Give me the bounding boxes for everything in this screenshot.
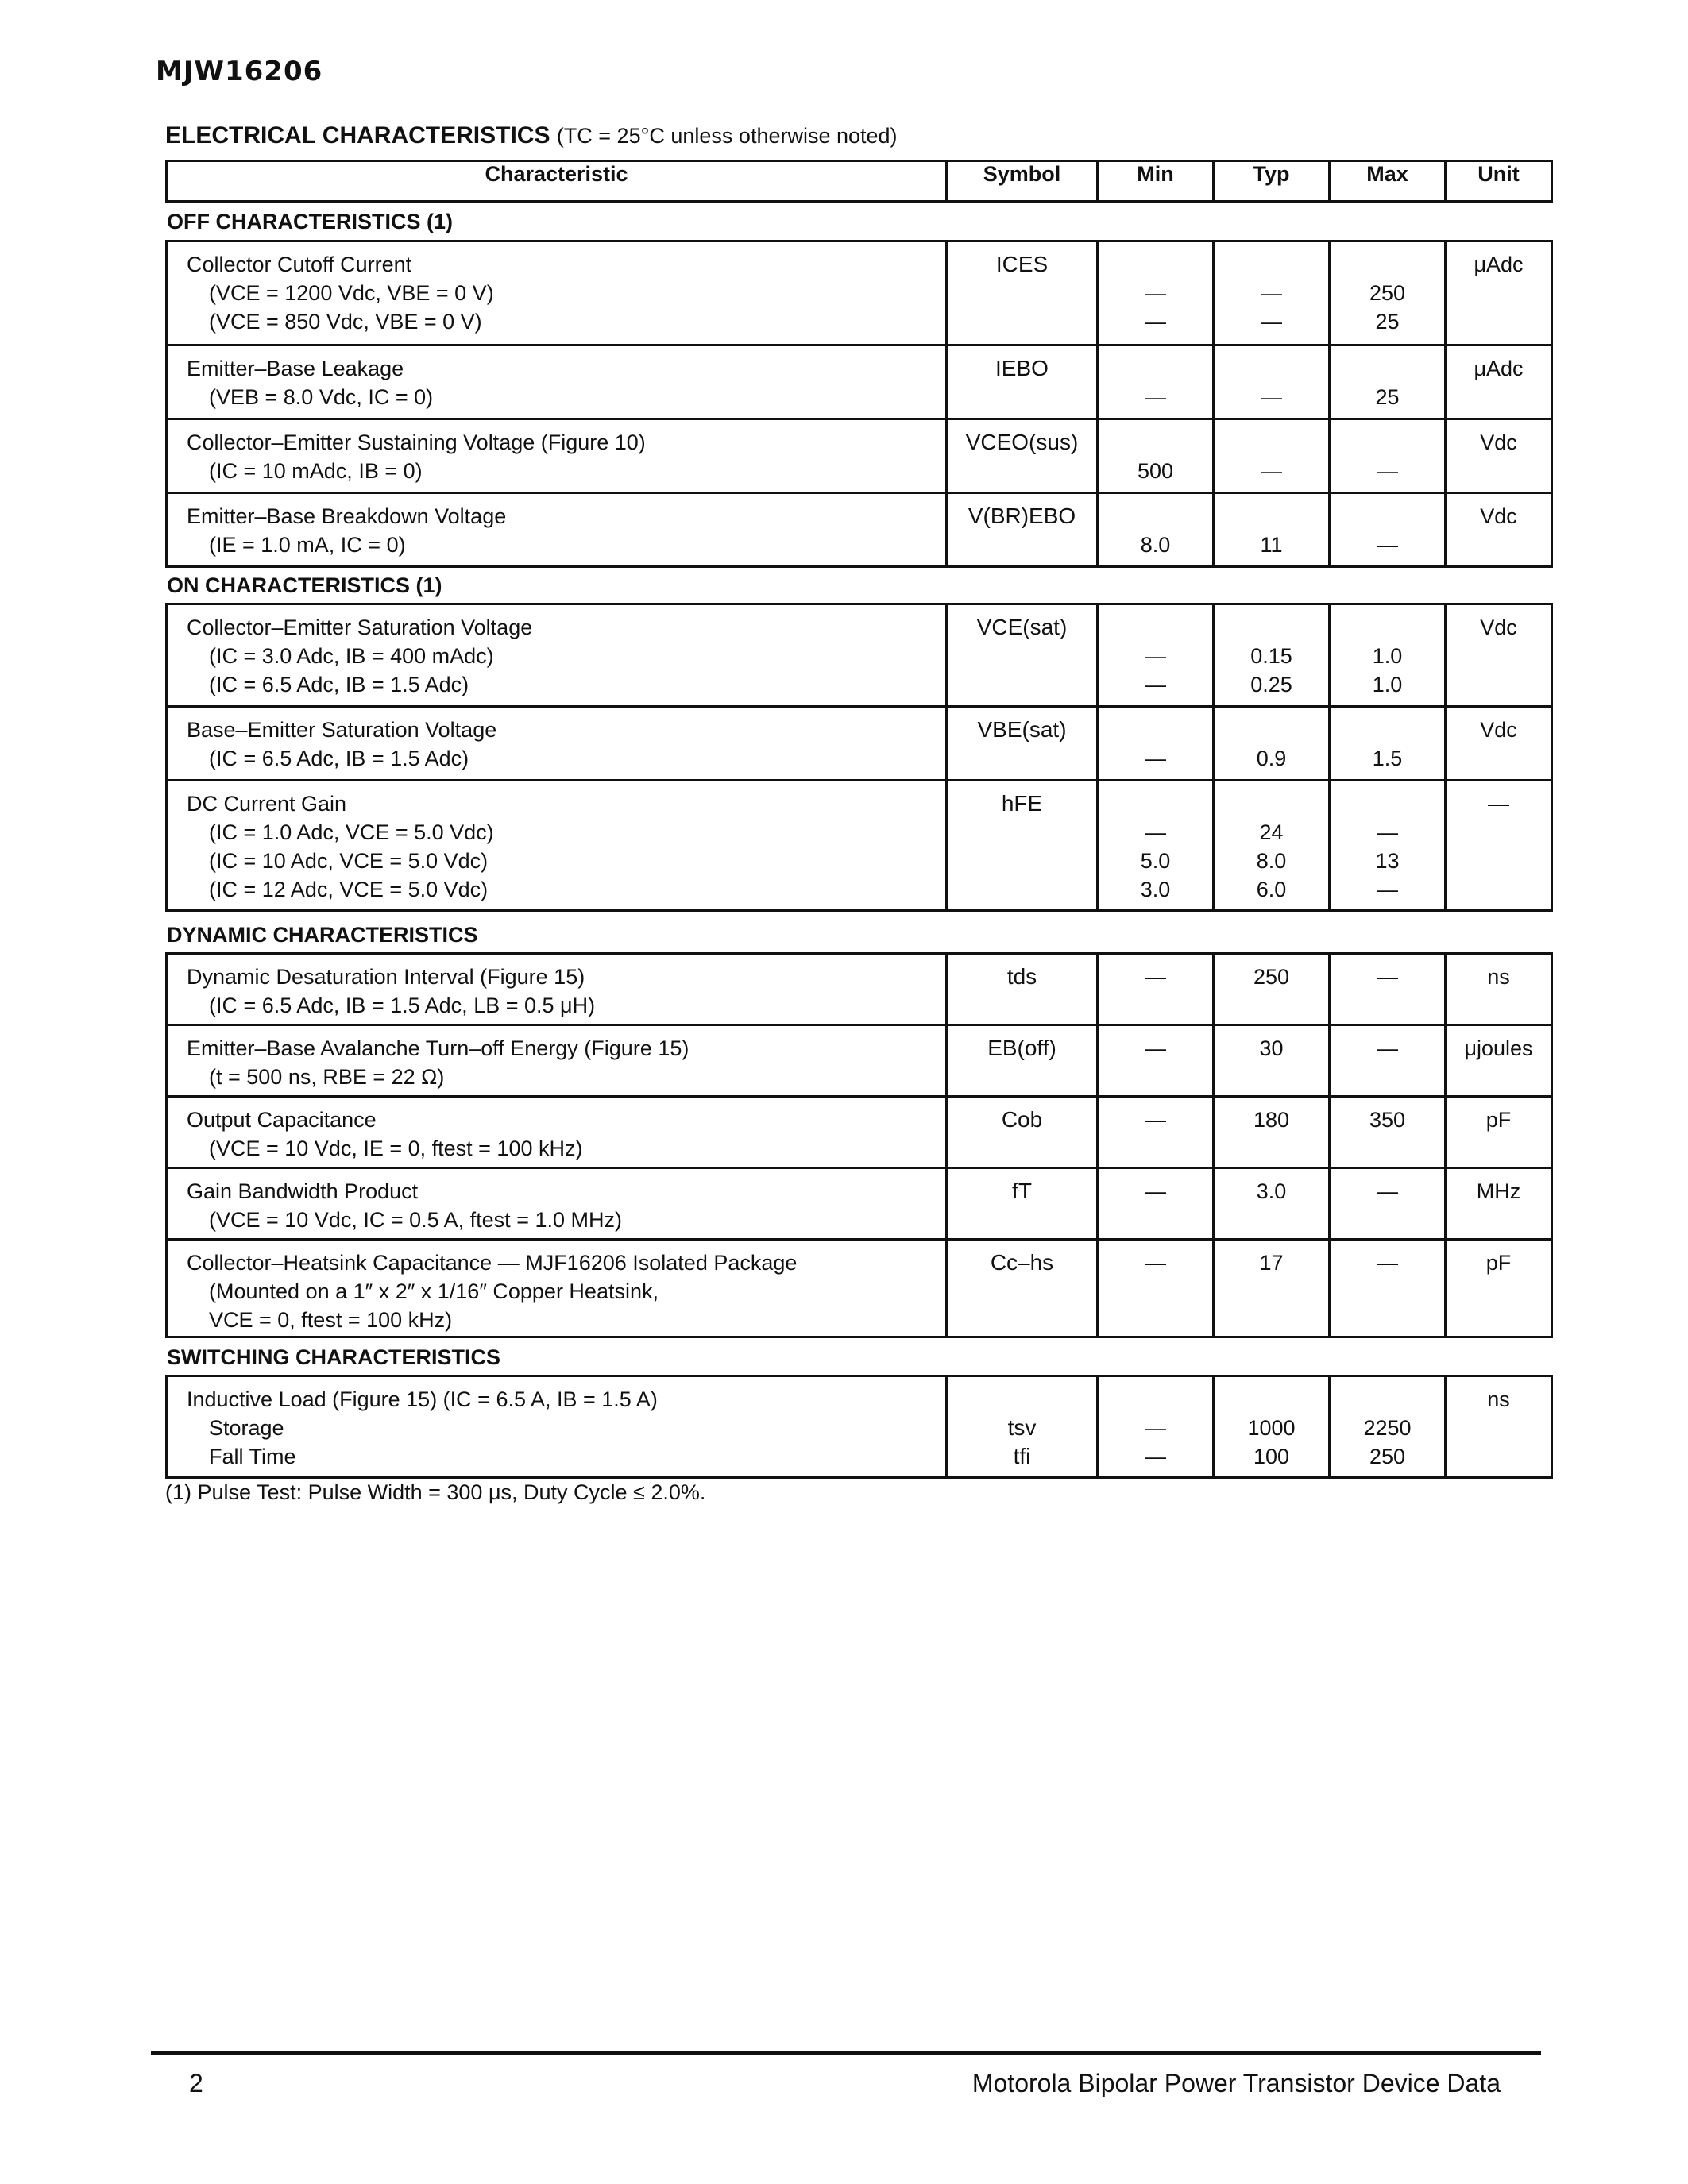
col-min: Min [1098, 161, 1214, 202]
char-cell [167, 493, 947, 567]
column-header-table [165, 160, 1551, 203]
char-condition: Storage [209, 1416, 284, 1440]
unit-cell: MHz [1446, 1168, 1552, 1240]
typ-cell: 0.15 0.25 [1214, 604, 1330, 707]
char-condition: (IC = 10 Adc, VCE = 5.0 Vdc) [209, 849, 489, 873]
char-condition: (IC = 6.5 Adc, IB = 1.5 Adc, LB = 0.5 μH) [209, 994, 596, 1017]
char-cell [167, 781, 947, 911]
typ-cell: 11 [1214, 493, 1330, 567]
off-table [165, 240, 1551, 568]
symbol-cell: tsv tfi [947, 1376, 1098, 1478]
min-cell: — 5.0 3.0 [1098, 781, 1214, 911]
typ-cell: 180 [1214, 1097, 1330, 1168]
min-cell: — [1098, 954, 1214, 1025]
dynamic-table [165, 952, 1551, 1338]
char-condition: (VEB = 8.0 Vdc, IC = 0) [209, 385, 434, 409]
char-condition: (VCE = 850 Vdc, VBE = 0 V) [209, 310, 482, 334]
char-cell [167, 1097, 947, 1168]
char-cell [167, 1240, 947, 1337]
table-row [167, 781, 1552, 911]
char-condition: (VCE = 10 Vdc, IC = 0.5 A, ftest = 1.0 MHz) [209, 1208, 622, 1232]
char-cell [167, 1025, 947, 1097]
typ-cell: 30 [1214, 1025, 1330, 1097]
min-cell: — — [1098, 241, 1214, 345]
table-row [167, 1240, 1552, 1337]
section-on: ON CHARACTERISTICS (1) [167, 573, 442, 597]
max-cell: 1.5 [1330, 707, 1446, 781]
max-cell: — [1330, 1025, 1446, 1097]
table-row [167, 1097, 1552, 1168]
table-row [167, 1168, 1552, 1240]
char-condition: (IC = 6.5 Adc, IB = 1.5 Adc) [209, 747, 469, 770]
symbol-cell: EB(off) [947, 1025, 1098, 1097]
unit-cell: μAdc [1446, 345, 1552, 419]
symbol-cell: VCEO(sus) [947, 419, 1098, 493]
symbol-cell: Cob [947, 1097, 1098, 1168]
section-off: OFF CHARACTERISTICS (1) [167, 210, 453, 233]
min-cell: — [1098, 1168, 1214, 1240]
unit-cell: μAdc [1446, 241, 1552, 345]
char-condition: (Mounted on a 1″ x 2″ x 1/16″ Copper Heatsink, [209, 1279, 659, 1303]
max-cell: — [1330, 1240, 1446, 1337]
min-cell: — [1098, 1025, 1214, 1097]
char-cell [167, 707, 947, 781]
table-row [167, 345, 1552, 419]
col-unit: Unit [1446, 161, 1552, 202]
table-row [167, 493, 1552, 567]
table-row [167, 954, 1552, 1025]
char-cell [167, 419, 947, 493]
char-cell [167, 345, 947, 419]
col-characteristic: Characteristic [167, 161, 947, 202]
char-name: Collector–Emitter Saturation Voltage [187, 615, 533, 639]
char-name: Output Capacitance [187, 1108, 377, 1132]
typ-cell: — [1214, 419, 1330, 493]
char-name: Emitter–Base Breakdown Voltage [187, 504, 507, 528]
char-condition: (IC = 12 Adc, VCE = 5.0 Vdc) [209, 878, 489, 901]
symbol-cell: IEBO [947, 345, 1098, 419]
char-name: Collector–Heatsink Capacitance — MJF16206 Isolated Package [187, 1251, 798, 1275]
table-row [167, 604, 1552, 707]
symbol-cell: VCE(sat) [947, 604, 1098, 707]
char-name: Inductive Load (Figure 15) (IC = 6.5 A, IB = 1.5 A) [187, 1387, 658, 1411]
max-cell: 2250 250 [1330, 1376, 1446, 1478]
table-title-main: ELECTRICAL CHARACTERISTICS [165, 122, 550, 149]
typ-cell: 17 [1214, 1240, 1330, 1337]
publication-name: Motorola Bipolar Power Transistor Device Data [971, 2069, 1501, 2097]
char-cell [167, 1376, 947, 1478]
table-row [167, 241, 1552, 345]
footnote: (1) Pulse Test: Pulse Width = 300 μs, Duty Cycle ≤ 2.0%. [165, 1480, 706, 1504]
max-cell: — [1330, 1168, 1446, 1240]
char-condition: (t = 500 ns, RBE = 22 Ω) [209, 1065, 445, 1089]
unit-cell: ns [1446, 1376, 1552, 1478]
unit-cell: pF [1446, 1240, 1552, 1337]
min-cell: — — [1098, 1376, 1214, 1478]
char-condition: Fall Time [209, 1445, 296, 1468]
char-condition: (IC = 3.0 Adc, IB = 400 mAdc) [209, 644, 494, 668]
typ-cell: — — [1214, 241, 1330, 345]
section-dynamic: DYNAMIC CHARACTERISTICS [167, 923, 478, 947]
char-name: Collector–Emitter Sustaining Voltage (Figure 10) [187, 430, 646, 454]
char-name: Collector Cutoff Current [187, 253, 412, 276]
symbol-cell: V(BR)EBO [947, 493, 1098, 567]
char-name: Gain Bandwidth Product [187, 1179, 419, 1203]
typ-cell: — [1214, 345, 1330, 419]
unit-cell: Vdc [1446, 419, 1552, 493]
part-number: MJW16206 [156, 56, 323, 87]
unit-cell: Vdc [1446, 604, 1552, 707]
min-cell: — [1098, 1240, 1214, 1337]
max-cell: — [1330, 419, 1446, 493]
max-cell: 350 [1330, 1097, 1446, 1168]
max-cell: — [1330, 493, 1446, 567]
symbol-cell: hFE [947, 781, 1098, 911]
col-symbol: Symbol [947, 161, 1098, 202]
min-cell: — — [1098, 604, 1214, 707]
max-cell: 250 25 [1330, 241, 1446, 345]
char-cell [167, 241, 947, 345]
max-cell: 1.0 1.0 [1330, 604, 1446, 707]
char-condition: (IE = 1.0 mA, IC = 0) [209, 533, 406, 557]
unit-cell: pF [1446, 1097, 1552, 1168]
max-cell: — 13 — [1330, 781, 1446, 911]
char-cell [167, 604, 947, 707]
char-cell [167, 954, 947, 1025]
char-name: Emitter–Base Avalanche Turn–off Energy (Figure 15) [187, 1036, 689, 1060]
unit-cell: μjoules [1446, 1025, 1552, 1097]
footer-rule [151, 2051, 1541, 2055]
table-row [167, 419, 1552, 493]
typ-cell: 250 [1214, 954, 1330, 1025]
char-name: Base–Emitter Saturation Voltage [187, 718, 497, 742]
symbol-cell: ICES [947, 241, 1098, 345]
char-condition: VCE = 0, ftest = 100 kHz) [209, 1308, 453, 1332]
col-max: Max [1330, 161, 1446, 202]
symbol-cell: tds [947, 954, 1098, 1025]
col-typ: Typ [1214, 161, 1330, 202]
unit-cell: — [1446, 781, 1552, 911]
char-condition: (IC = 6.5 Adc, IB = 1.5 Adc) [209, 673, 469, 696]
char-cell [167, 1168, 947, 1240]
typ-cell: 1000 100 [1214, 1376, 1330, 1478]
symbol-cell: fT [947, 1168, 1098, 1240]
typ-cell: 24 8.0 6.0 [1214, 781, 1330, 911]
table-title-note: (TC = 25°C unless otherwise noted) [556, 124, 898, 148]
unit-cell: ns [1446, 954, 1552, 1025]
unit-cell: Vdc [1446, 707, 1552, 781]
table-row [167, 1025, 1552, 1097]
unit-cell: Vdc [1446, 493, 1552, 567]
char-condition: (IC = 10 mAdc, IB = 0) [209, 459, 423, 483]
char-name: Emitter–Base Leakage [187, 357, 404, 380]
max-cell: — [1330, 954, 1446, 1025]
char-condition: (IC = 1.0 Adc, VCE = 5.0 Vdc) [209, 820, 494, 844]
min-cell: 500 [1098, 419, 1214, 493]
switching-table [165, 1375, 1551, 1479]
table-title [165, 122, 898, 149]
on-table [165, 603, 1551, 912]
char-name: DC Current Gain [187, 792, 347, 816]
min-cell: — [1098, 1097, 1214, 1168]
min-cell: — [1098, 707, 1214, 781]
symbol-cell: VBE(sat) [947, 707, 1098, 781]
char-condition: (VCE = 1200 Vdc, VBE = 0 V) [209, 281, 494, 305]
char-name: Dynamic Desaturation Interval (Figure 15) [187, 965, 585, 989]
min-cell: — [1098, 345, 1214, 419]
typ-cell: 3.0 [1214, 1168, 1330, 1240]
max-cell: 25 [1330, 345, 1446, 419]
min-cell: 8.0 [1098, 493, 1214, 567]
char-condition: (VCE = 10 Vdc, IE = 0, ftest = 100 kHz) [209, 1136, 583, 1160]
typ-cell: 0.9 [1214, 707, 1330, 781]
table-row [167, 1376, 1552, 1478]
section-switching: SWITCHING CHARACTERISTICS [167, 1345, 500, 1369]
table-row [167, 707, 1552, 781]
page-number: 2 [189, 2069, 203, 2097]
symbol-cell: Cc–hs [947, 1240, 1098, 1337]
